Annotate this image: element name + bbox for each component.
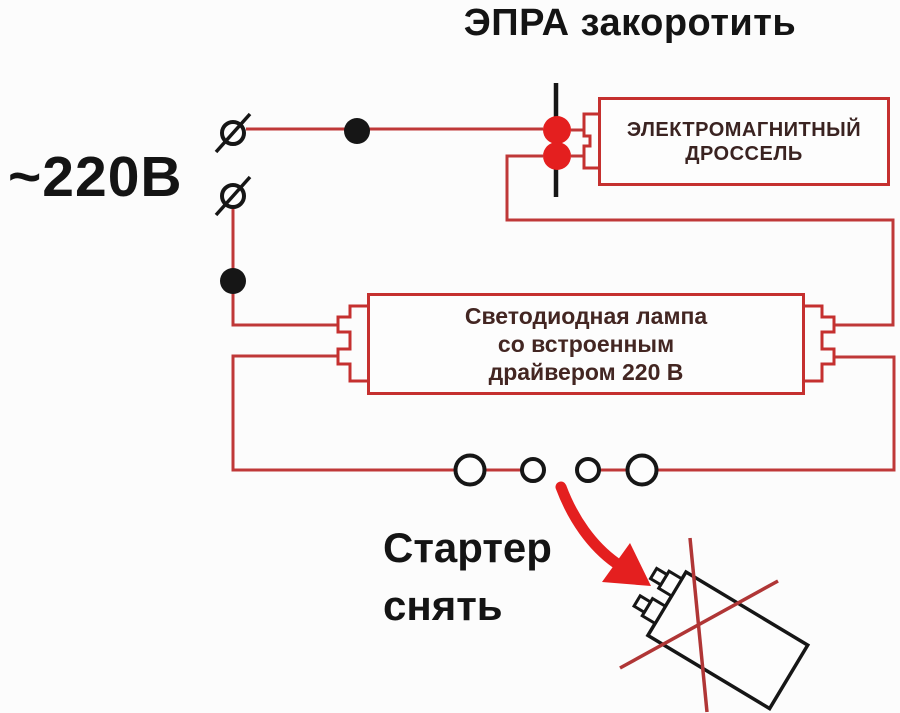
- lamp-label-line3: драйвером 220 В: [488, 359, 684, 385]
- mains-terminals: [216, 114, 250, 215]
- starter-note-line1: Стартер: [383, 524, 552, 571]
- wire-segment: [233, 356, 456, 470]
- socket-contact-icon: [577, 459, 599, 481]
- socket-contact-icon: [456, 456, 485, 485]
- choke-label-line1: ЭЛЕКТРОМАГНИТНЫЙ: [626, 118, 862, 141]
- page-title: ЭПРА закоротить: [463, 2, 797, 44]
- choke-label-line2: ДРОССЕЛЬ: [685, 142, 803, 165]
- junction-dot-icon: [220, 268, 246, 294]
- wire-segment: [507, 156, 893, 325]
- lamp-left-cap-icon: [338, 306, 367, 381]
- choke-terminal-dot-icon: [543, 116, 571, 144]
- socket-contact-icon: [522, 459, 544, 481]
- wire-group: [233, 129, 894, 470]
- wire-segment: [233, 208, 338, 325]
- wire-segment: [657, 357, 894, 470]
- starter-socket: [456, 456, 657, 485]
- starter-icon: [625, 558, 808, 708]
- lamp-right-cap-icon: [805, 306, 834, 381]
- socket-contact-icon: [628, 456, 657, 485]
- junction-dot-icon: [344, 118, 370, 144]
- mains-voltage-label: ~220В: [8, 145, 183, 209]
- lamp-label-line2: со встроенным: [497, 331, 675, 357]
- choke-connector-icon: [584, 114, 598, 168]
- lamp-caps: [338, 114, 834, 381]
- lamp-label-line1: Светодиодная лампа: [464, 303, 708, 329]
- remove-arrow-icon: [561, 487, 651, 586]
- remove-arrow-shaft: [561, 487, 616, 563]
- choke-terminal-dot-icon: [543, 142, 571, 170]
- starter-note-line2: снять: [383, 582, 503, 629]
